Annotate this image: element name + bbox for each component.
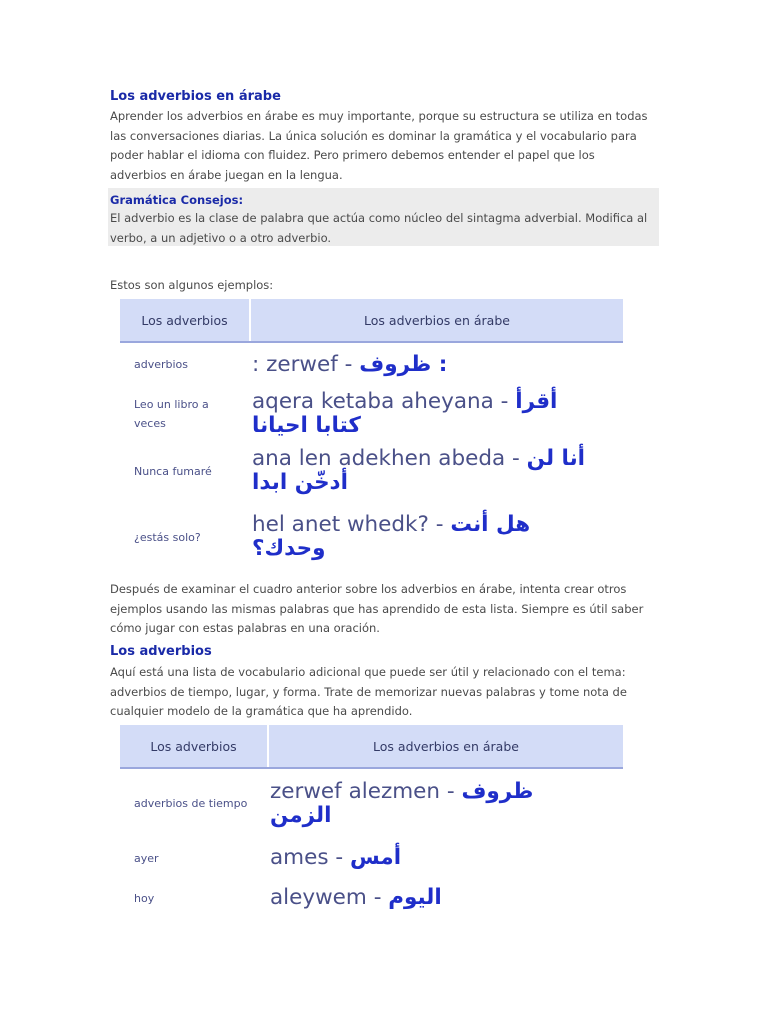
- tip-line: verbo, a un adjetivo o a otro adverbio.: [110, 231, 332, 245]
- column-header: Los adverbios en árabe: [250, 299, 623, 342]
- spanish-text: Nunca fumaré: [134, 464, 212, 478]
- arabic-cell: [268, 768, 623, 838]
- spanish-text: ¿estás solo?: [134, 530, 201, 544]
- arabic-word: هل أنت: [450, 512, 531, 537]
- table-header-row: [120, 725, 623, 768]
- spanish-cell: [120, 500, 250, 574]
- arabic-word: ظروف: [461, 778, 534, 804]
- spanish-cell: [120, 878, 268, 918]
- spanish-text: adverbios de tiempo: [134, 797, 248, 810]
- table-row: [120, 500, 623, 574]
- arabic-word: اليوم: [388, 885, 442, 910]
- transliteration: ames -: [270, 845, 350, 870]
- intro-paragraph: [110, 107, 660, 185]
- arabic-word: أنا لن: [526, 446, 586, 471]
- arabic-cell: [250, 342, 623, 386]
- paragraph-line: adverbios de tiempo, lugar, y forma. Trate de memorizar nuevas palabras y tome nota de: [110, 684, 627, 699]
- spanish-cell: [120, 386, 250, 442]
- spanish-cell: [120, 768, 268, 838]
- table-header-row: [120, 299, 623, 342]
- arabic-cell: [250, 442, 623, 500]
- spanish-cell: [120, 838, 268, 878]
- adverbs-table-2: [120, 725, 623, 918]
- transliteration: aqera ketaba aheyana -: [252, 389, 516, 414]
- arabic-word: كتابا احيانا: [252, 413, 361, 438]
- spanish-text: veces: [134, 417, 166, 430]
- transliteration: : zerwef -: [252, 351, 360, 377]
- examples-intro: Estos son algunos ejemplos:: [110, 278, 274, 292]
- spanish-text: adverbios: [134, 358, 189, 371]
- transliteration: zerwef alezmen -: [270, 778, 462, 804]
- table-row: [120, 768, 623, 838]
- paragraph-line: ejemplos usando las mismas palabras que has aprendido de esta lista. Siempre es útil saber: [110, 601, 644, 616]
- spanish-text: Leo un libro a: [134, 398, 209, 411]
- tip-line: El adverbio es la clase de palabra que actúa como núcleo del sintagma adverbial. Modifica al: [110, 211, 648, 225]
- arabic-cell: [250, 500, 623, 574]
- arabic-cell: [268, 838, 623, 878]
- table-row: [120, 442, 623, 500]
- arabic-word: : ظروف: [359, 351, 448, 377]
- section-title: Los adverbios: [110, 644, 212, 659]
- transliteration: hel anet whedk? -: [252, 512, 451, 537]
- transliteration: ana len adekhen abeda -: [252, 446, 527, 471]
- spanish-cell: [120, 442, 250, 500]
- column-header: Los adverbios: [120, 725, 268, 768]
- transliteration: aleywem -: [270, 885, 389, 910]
- paragraph-line: cómo jugar con estas palabras en una oración.: [110, 621, 380, 635]
- adverbs-table-1: [120, 299, 623, 574]
- paragraph-line: adverbios en árabe juegan en la lengua.: [110, 167, 343, 182]
- paragraph-line: Aquí está una lista de vocabulario adicional que puede ser útil y relacionado con el tema:: [110, 665, 626, 679]
- arabic-word: أمس: [349, 845, 402, 870]
- arabic-word: الزمن: [270, 802, 332, 828]
- arabic-cell: [250, 386, 623, 442]
- paragraph-line: Después de examinar el cuadro anterior sobre los adverbios en árabe, intenta crear otros: [110, 582, 627, 596]
- arabic-word: وحدك؟: [252, 536, 326, 561]
- spanish-cell: [120, 342, 250, 386]
- column-header: Los adverbios: [120, 299, 250, 342]
- vocabulary-paragraph: [110, 663, 660, 722]
- after-table-paragraph: [110, 580, 660, 639]
- paragraph-line: Aprender los adverbios en árabe es muy importante, porque su estructura se utiliza en todas: [110, 109, 648, 123]
- table-row: [120, 386, 623, 442]
- arabic-word: أدخّن ابدا: [252, 470, 348, 495]
- paragraph-line: poder hablar el idioma con fluidez. Pero primero debemos entender el papel que los: [110, 148, 595, 162]
- arabic-word: أقرأ: [515, 389, 558, 414]
- paragraph-line: cualquier modelo de la gramática que ha aprendido.: [110, 704, 413, 718]
- paragraph-line: las conversaciones diarias. La única solución es dominar la gramática y el vocabulario para: [110, 128, 637, 143]
- table-row: [120, 342, 623, 386]
- column-header: Los adverbios en árabe: [268, 725, 623, 768]
- table-row: [120, 878, 623, 918]
- grammar-tip-box: [108, 188, 659, 246]
- arabic-cell: [268, 878, 623, 918]
- table-row: [120, 838, 623, 878]
- section-title: Los adverbios en árabe: [110, 89, 281, 104]
- spanish-text: ayer: [134, 851, 159, 865]
- spanish-text: hoy: [134, 891, 155, 905]
- tip-title: Gramática Consejos:: [110, 193, 244, 207]
